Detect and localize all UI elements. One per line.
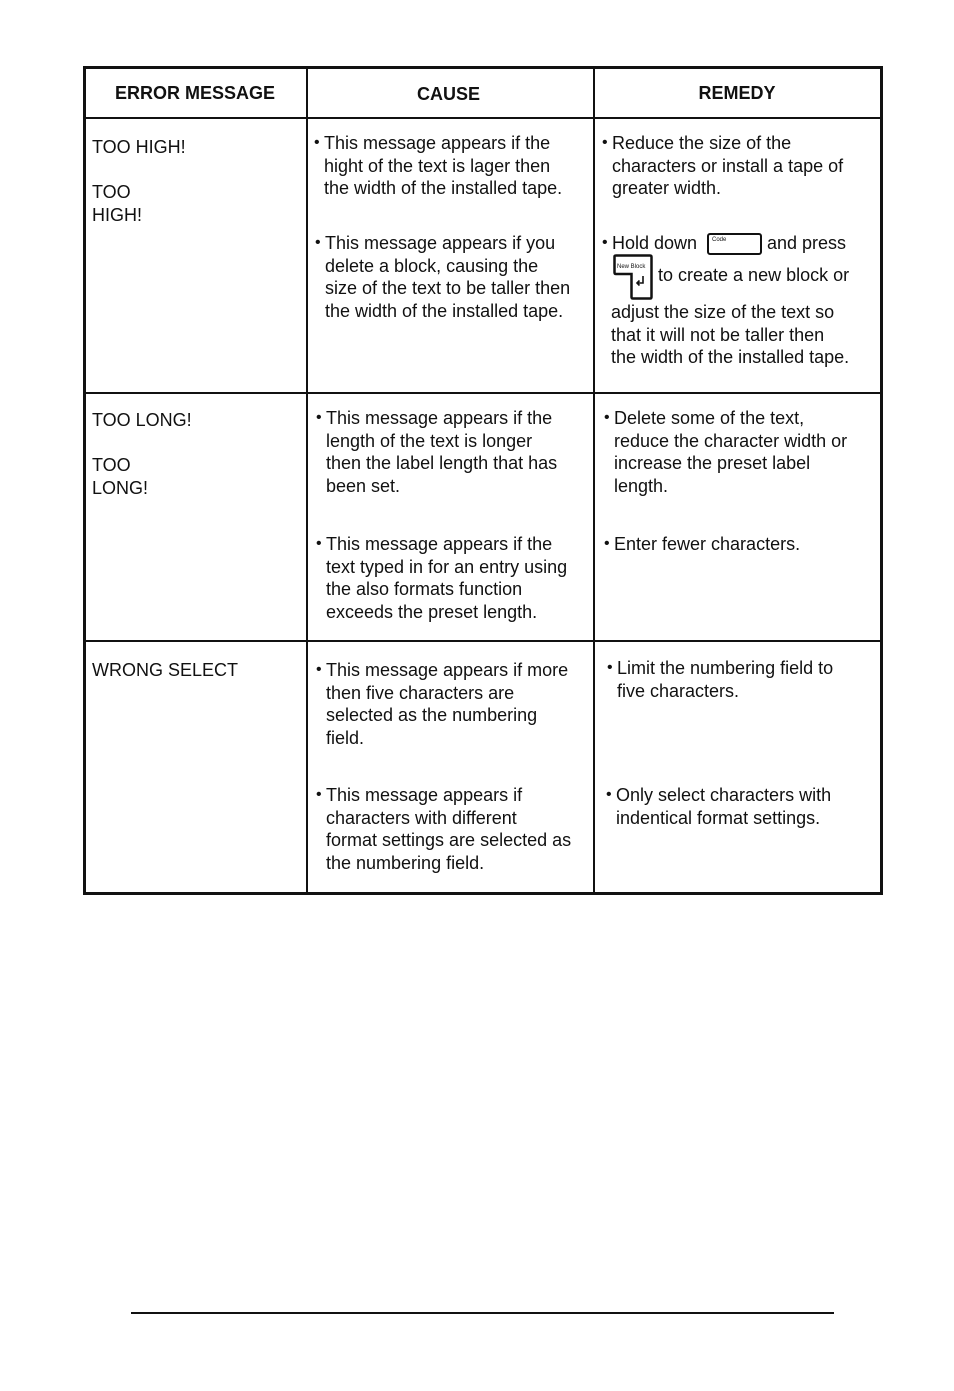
- bullet-icon: •: [606, 786, 612, 803]
- cause-item: • This message appears if characters with different format settings are selected as the numbering field.: [316, 785, 572, 873]
- bullet-icon: •: [602, 234, 608, 251]
- header-remedy: REMEDY: [698, 83, 776, 103]
- remedy-item: • Reduce the size of the characters or install a tape of greater width.: [602, 133, 844, 198]
- row-divider: [86, 117, 880, 119]
- bullet-icon: •: [604, 409, 610, 426]
- error-message-line: HIGH!: [92, 205, 143, 225]
- remedy-item: • Delete some of the text, reduce the character width or increase the preset label length.: [604, 408, 848, 496]
- cause-item: • This message appears if you delete a block, causing the size of the text to be taller then the width of the installed tape.: [315, 233, 571, 321]
- bullet-icon: •: [604, 535, 610, 552]
- column-divider: [306, 69, 308, 892]
- cause-item: • This message appears if the text typed in for an entry using the also formats function exceeds the preset length.: [316, 534, 568, 622]
- new-block-key-icon: [613, 254, 653, 300]
- remedy-text-block: adjust the size of the text so that it will not be taller then the width of the installed tape.: [611, 302, 850, 367]
- bullet-icon: •: [602, 134, 608, 151]
- new-block-key-label: New Block: [617, 264, 646, 270]
- bullet-icon: •: [316, 535, 322, 552]
- cause-item: • This message appears if the length of the text is longer then the label length that has been set.: [316, 408, 558, 496]
- remedy-item: • Only select characters with indentical format settings.: [606, 785, 832, 828]
- bullet-icon: •: [316, 661, 322, 678]
- error-message-line: TOO: [92, 455, 131, 475]
- cause-item: • This message appears if the hight of the text is lager then the width of the installed tape.: [314, 133, 563, 198]
- error-message-line: LONG!: [92, 478, 149, 498]
- footer-rule: [131, 1312, 834, 1314]
- error-message-line: WRONG SELECT: [92, 660, 239, 680]
- column-divider: [593, 69, 595, 892]
- bullet-icon: •: [316, 409, 322, 426]
- error-message-line: TOO LONG!: [92, 410, 192, 430]
- error-message-line: TOO HIGH!: [92, 137, 186, 157]
- bullet-icon: •: [316, 786, 322, 803]
- bullet-icon: •: [314, 134, 320, 151]
- remedy-item: • Limit the numbering field to five characters.: [607, 658, 834, 701]
- bullet-icon: •: [315, 234, 321, 251]
- header-error-message: ERROR MESSAGE: [114, 83, 276, 103]
- header-cause: CAUSE: [416, 84, 480, 104]
- row-divider: [86, 640, 880, 642]
- remedy-text: Hold down: [612, 233, 698, 253]
- remedy-item: • Enter fewer characters.: [604, 534, 801, 554]
- remedy-text: to create a new block or: [658, 265, 850, 285]
- remedy-text: and press: [767, 233, 847, 253]
- row-divider: [86, 392, 880, 394]
- code-key-icon: Code: [707, 233, 762, 255]
- error-message-line: TOO: [92, 182, 131, 202]
- bullet-icon: •: [607, 659, 613, 676]
- cause-item: • This message appears if more then five characters are selected as the numbering field.: [316, 660, 569, 748]
